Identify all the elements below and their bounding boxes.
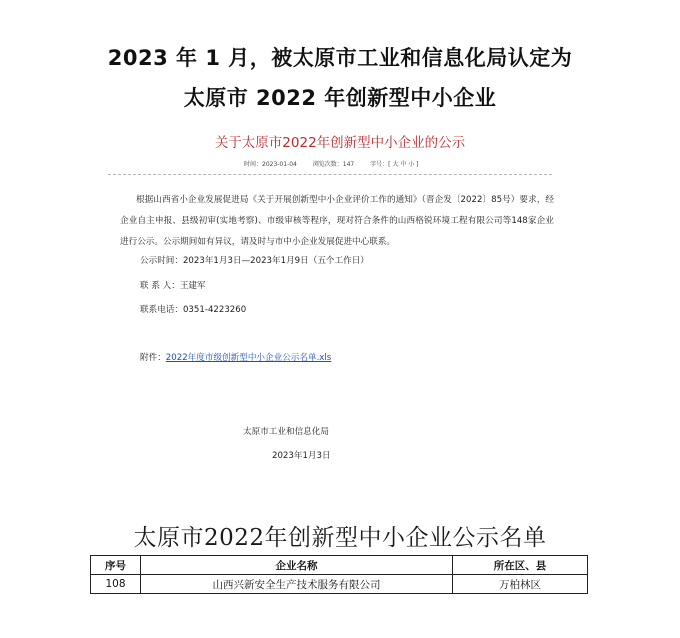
signature-date: 2023年1月3日 xyxy=(272,451,331,461)
cell-company: 山西兴新安全生产技术服务有限公司 xyxy=(141,575,453,594)
attachment xyxy=(140,351,331,363)
divider xyxy=(108,174,552,175)
cell-index: 108 xyxy=(91,575,141,594)
headline-line-2: 太原市 2022 年创新型中小企业 xyxy=(183,86,497,110)
col-header-index: 序号 xyxy=(91,556,141,575)
table-row xyxy=(91,575,588,594)
headline-line-1: 2023 年 1 月，被太原市工业和信息化局认定为 xyxy=(107,46,573,70)
list-title: 太原市2022年创新型中小企业公示名单 xyxy=(133,525,547,551)
view-count: 浏览次数：147 xyxy=(312,161,355,168)
font-size-switcher[interactable]: 字号：[ 大 中 小 ] xyxy=(370,161,419,168)
notice-title: 关于太原市2022年创新型中小企业的公示 xyxy=(214,135,466,151)
contact-phone: 联系电话：0351-4223260 xyxy=(140,305,247,315)
attachment-label: 附件： xyxy=(140,353,166,363)
notice-body: 根据山西省小企业发展促进局《关于开展创新型中小企业评价工作的通知》（晋企发〔2022〕85号）要求，经企业自主申报、县级初审(实地考察)、市级审核等程序，现对符合条件的山西格锐环境工程有限公司等148家企业进行公示。公示期间如有异议，请及时与市中小企业发展促进中心联系。 xyxy=(120,195,554,247)
publicity-period: 公示时间：2023年1月3日—2023年1月9日（五个工作日） xyxy=(140,256,369,266)
company-table xyxy=(90,555,588,594)
col-header-company: 企业名称 xyxy=(141,556,453,575)
col-header-district: 所在区、县 xyxy=(453,556,588,575)
table-header-row xyxy=(91,556,588,575)
cell-district: 万柏林区 xyxy=(453,575,588,594)
attachment-link[interactable]: 2022年度市级创新型中小企业公示名单.xls xyxy=(165,353,332,363)
publish-time: 时间：2023-01-04 xyxy=(244,161,297,168)
notice-meta xyxy=(244,159,432,168)
contact-person: 联 系 人：王建军 xyxy=(140,281,206,291)
signature-org: 太原市工业和信息化局 xyxy=(243,427,329,437)
